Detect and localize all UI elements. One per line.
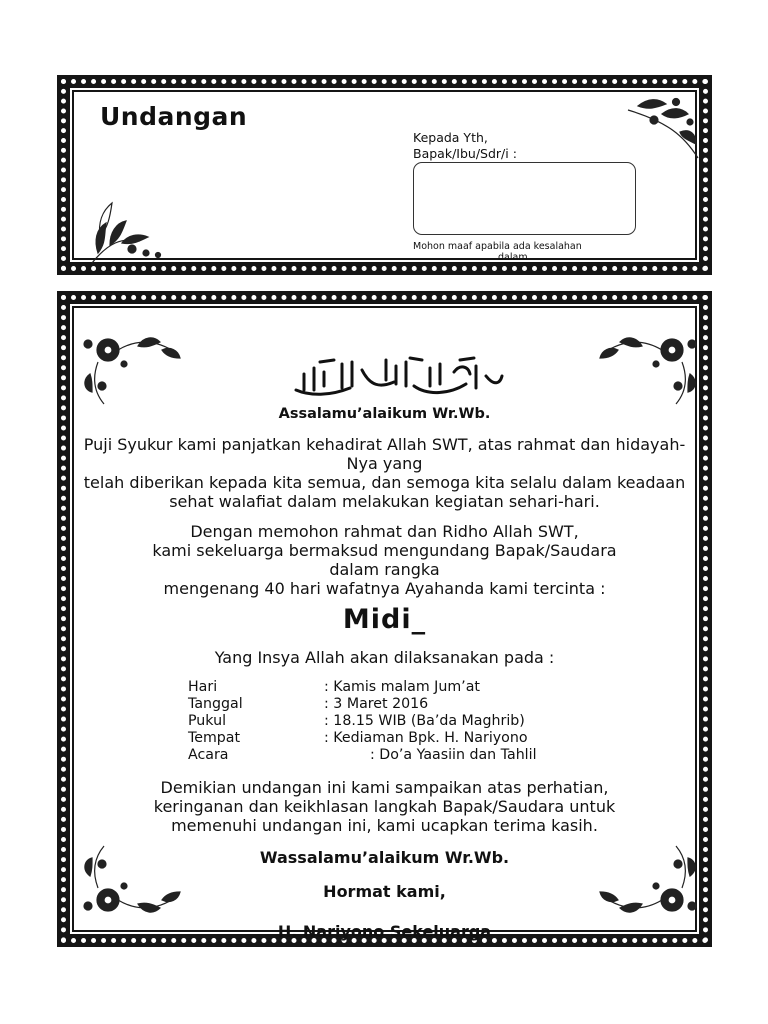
- purpose-line: Dengan memohon rahmat dan Ridho Allah SWT,: [190, 522, 579, 541]
- envelope-card: [57, 75, 712, 275]
- deceased-name: Midi_: [342, 604, 427, 635]
- detail-label: Acara: [188, 747, 229, 763]
- intro-line: sehat walafiat dalam melakukan kegiatan sehari-hari.: [169, 492, 600, 511]
- detail-value: : 3 Maret 2016: [324, 696, 429, 712]
- floral-corner-icon: [618, 92, 702, 162]
- intro-line: Nya yang: [346, 454, 423, 473]
- detail-label: Tanggal: [188, 696, 243, 712]
- apology-note-line-2: dalam: [498, 252, 528, 263]
- regards: Hormat kami,: [323, 882, 446, 901]
- floral-corner-icon: [592, 328, 702, 408]
- event-details: [188, 679, 537, 764]
- purpose-paragraph: [70, 522, 699, 598]
- detail-value: : Do’a Yaasiin dan Tahlil: [370, 747, 537, 763]
- floral-corner-icon: [78, 832, 188, 922]
- closing-line: Demikian undangan ini kami sampaikan atas perhatian,: [160, 778, 609, 797]
- detail-row: [188, 730, 537, 747]
- detail-value: : Kediaman Bpk. H. Nariyono: [324, 730, 528, 746]
- detail-row: [188, 747, 537, 764]
- detail-row: [188, 696, 537, 713]
- intro-paragraph: [45, 435, 724, 511]
- intro-line: telah diberikan kepada kita semua, dan semoga kita selalu dalam keadaan: [83, 473, 686, 492]
- recipient-label: [413, 130, 517, 162]
- purpose-line: kami sekeluarga bermaksud mengundang Bapak/Saudara: [152, 541, 617, 560]
- purpose-line: mengenang 40 hari wafatnya Ayahanda kami tercinta :: [163, 579, 606, 598]
- detail-row: [188, 713, 537, 730]
- bismillah-calligraphy-icon: [290, 356, 505, 401]
- detail-value: : 18.15 WIB (Ba’da Maghrib): [324, 713, 525, 729]
- recipient-line-2: Bapak/Ibu/Sdr/i :: [413, 146, 517, 161]
- invitation-card: [57, 291, 712, 947]
- detail-row: [188, 679, 537, 696]
- floral-corner-icon: [88, 193, 168, 265]
- closing-paragraph: [70, 778, 699, 835]
- envelope-title: Undangan: [100, 102, 248, 131]
- recipient-address-box: [413, 162, 636, 235]
- floral-corner-icon: [592, 832, 702, 922]
- recipient-line-1: Kepada Yth,: [413, 130, 488, 145]
- intro-line: Puji Syukur kami panjatkan kehadirat Allah SWT, atas rahmat dan hidayah-: [83, 435, 686, 454]
- closing-greeting: Wassalamu’alaikum Wr.Wb.: [259, 848, 510, 867]
- apology-note-line-1: Mohon maaf apabila ada kesalahan: [413, 241, 582, 252]
- detail-value: : Kamis malam Jum’at: [324, 679, 480, 695]
- greeting: Assalamu’alaikum Wr.Wb.: [278, 406, 491, 422]
- detail-label: Tempat: [188, 730, 241, 746]
- detail-label: Hari: [188, 679, 218, 695]
- purpose-line: dalam rangka: [329, 560, 440, 579]
- closing-line: memenuhi undangan ini, kami ucapkan terima kasih.: [171, 816, 598, 835]
- apology-note: [413, 241, 623, 263]
- floral-corner-icon: [78, 328, 188, 408]
- detail-label: Pukul: [188, 713, 227, 729]
- closing-line: keringanan dan keikhlasan langkah Bapak/Saudara untuk: [153, 797, 616, 816]
- schedule-intro: Yang Insya Allah akan dilaksanakan pada :: [214, 648, 555, 667]
- signature-name: H. Nariyono Sekeluarga: [277, 922, 492, 941]
